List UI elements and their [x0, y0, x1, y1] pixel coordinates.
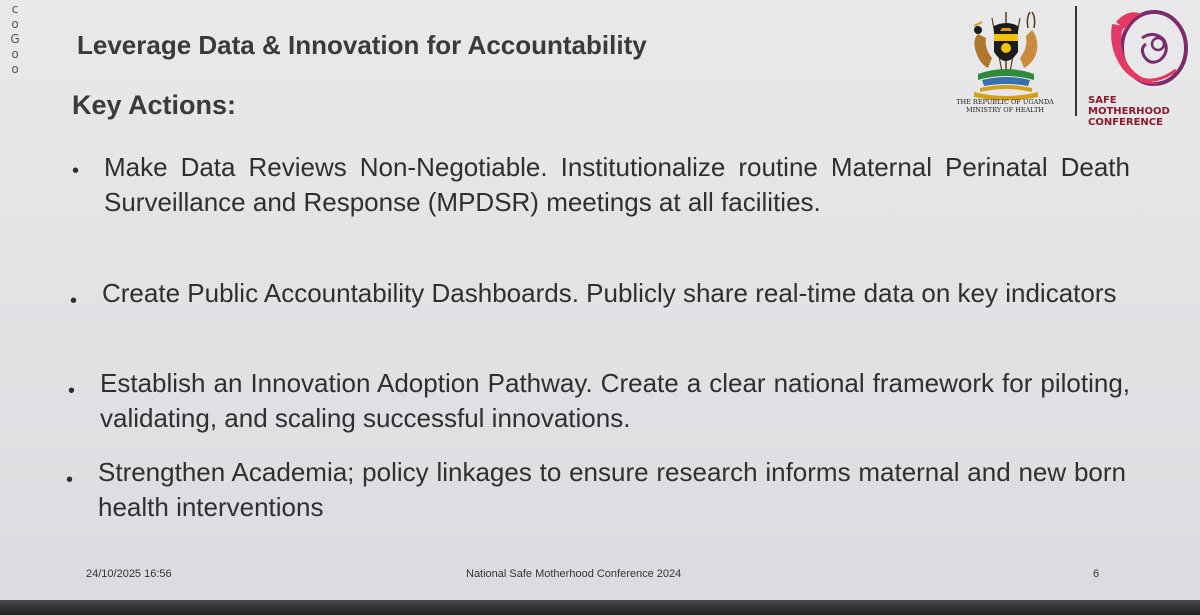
logo-divider	[1075, 6, 1077, 116]
slide-title: Leverage Data & Innovation for Accountability	[77, 30, 647, 60]
footer-conference-name: National Safe Motherhood Conference 2024	[466, 568, 682, 580]
logo-area	[950, 0, 1200, 128]
edge-mark: o	[11, 47, 19, 61]
safe-motherhood-emblem-icon	[1102, 4, 1192, 92]
bullet-text: Strengthen Academia; policy linkages to ensure research informs maternal and new born health interventions	[98, 457, 1126, 522]
edge-mark: G	[10, 32, 20, 46]
edge-mark: o	[11, 62, 19, 76]
bullet-text: Create Public Accountability Dashboards. Publicly share real-time data on key indicators	[102, 278, 1117, 308]
footer-page-number: 6	[1093, 568, 1100, 580]
conference-logo-line: SAFE MOTHERHOOD	[1088, 95, 1170, 117]
bullet-text: Make Data Reviews Non-Negotiable. Institutionalize routine Maternal Perinatal Death Surveillance and Response (MPDSR) meetings at all facilities.	[104, 152, 1130, 217]
edge-mark: c	[11, 2, 19, 16]
footer-date: 24/10/2025 16:56	[86, 568, 172, 580]
ministry-caption	[950, 98, 1060, 114]
bullet-dot: •	[66, 469, 74, 491]
slide-subtitle: Key Actions:	[72, 90, 237, 120]
screen-bezel	[0, 600, 1200, 615]
conference-logo-line: CONFERENCE	[1088, 117, 1163, 128]
edge-marks	[8, 2, 22, 77]
bullet-dot: •	[70, 290, 78, 312]
bullet-dot: •	[72, 160, 80, 182]
ministry-caption-line: THE REPUBLIC OF UGANDA	[956, 98, 1054, 106]
ministry-caption-line: MINISTRY OF HEALTH	[965, 106, 1045, 114]
conference-logo-text	[1088, 95, 1200, 128]
bullet-dot: •	[68, 380, 76, 402]
edge-mark: o	[11, 17, 19, 31]
bullet-text: Establish an Innovation Adoption Pathway. Create a clear national framework for piloting, validating, and scaling successful innovations.	[100, 368, 1130, 433]
uganda-coat-of-arms-icon	[956, 4, 1056, 104]
